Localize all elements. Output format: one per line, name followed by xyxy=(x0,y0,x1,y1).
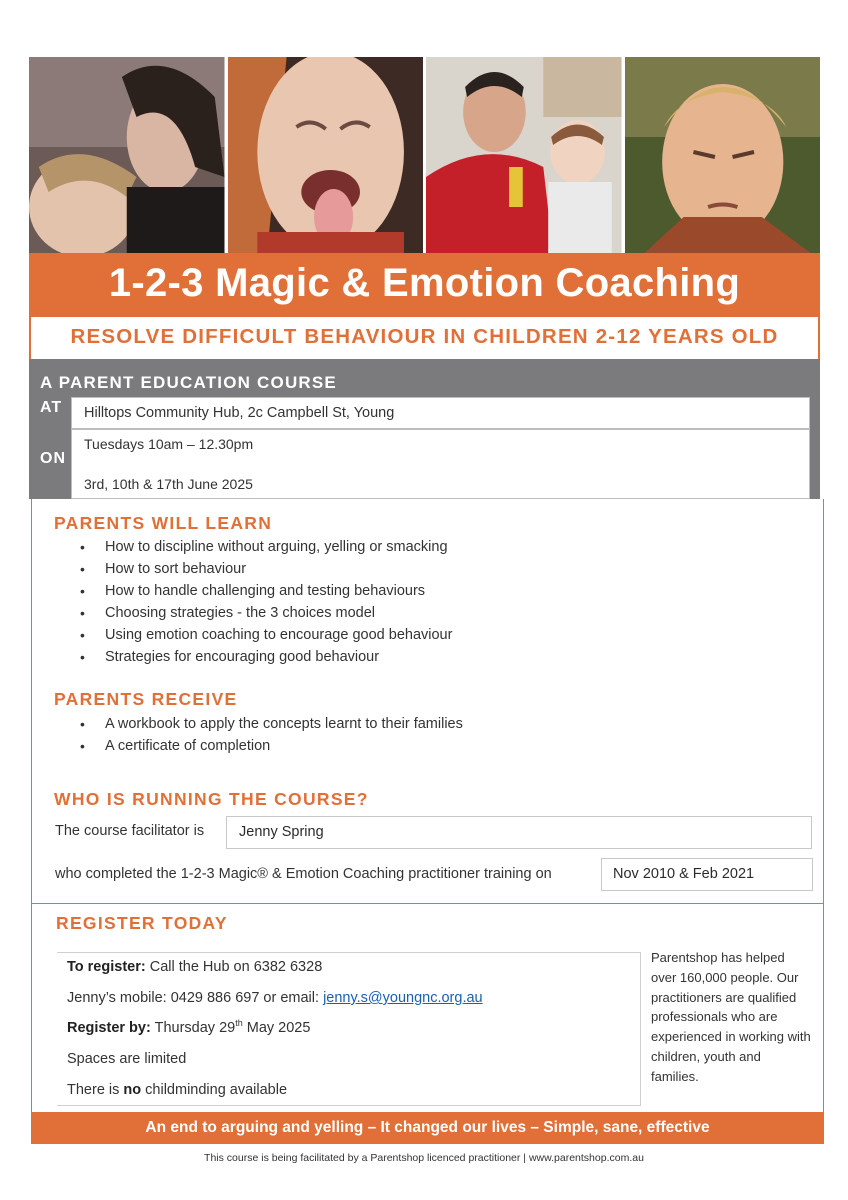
mobile-line xyxy=(67,990,483,1006)
page-subtitle: RESOLVE DIFFICULT BEHAVIOUR IN CHILDREN 2-12 YEARS OLD xyxy=(70,325,779,348)
receive-list xyxy=(80,713,463,757)
list-item: • How to handle challenging and testing behaviours xyxy=(80,580,452,602)
list-item: • A workbook to apply the concepts learnt to their families xyxy=(80,713,463,735)
course-heading: A PARENT EDUCATION COURSE xyxy=(40,373,337,392)
list-item: • How to sort behaviour xyxy=(80,558,452,580)
facilitator-label: The course facilitator is xyxy=(55,823,205,839)
session-time: Tuesdays 10am – 12.30pm xyxy=(84,436,254,452)
learn-list xyxy=(80,536,452,668)
training-dates: Nov 2010 & Feb 2021 xyxy=(613,866,755,882)
mobile-text: Jenny’s mobile: 0429 886 697 or email: xyxy=(67,990,320,1006)
learn-heading: PARENTS WILL LEARN xyxy=(54,513,273,533)
to-register-text: Call the Hub on 6382 6328 xyxy=(149,959,323,975)
email-link[interactable]: jenny.s@youngnc.org.au xyxy=(323,990,483,1006)
photo-father-with-toddler xyxy=(426,57,622,253)
training-label: who completed the 1-2-3 Magic® & Emotion Coaching practitioner training on xyxy=(55,866,552,882)
register-by-sup: th xyxy=(235,1018,243,1029)
register-by-label: Register by: xyxy=(67,1020,151,1036)
childminding-line xyxy=(67,1082,287,1098)
list-item: • Choosing strategies - the 3 choices model xyxy=(80,602,452,624)
photo-mother-hugging-child xyxy=(29,57,225,253)
parentshop-note: Parentshop has helped over 160,000 people. Our practitioners are qualified professionals who are experienced in working with children, youth and families. xyxy=(651,950,811,1084)
childminding-bold: no xyxy=(123,1082,142,1098)
photo-girl-tongue-out xyxy=(228,57,424,253)
photo-boy-frowning xyxy=(625,57,821,253)
facilitator-box xyxy=(226,816,812,849)
venue-box xyxy=(71,397,810,429)
tagline-band xyxy=(31,1112,824,1144)
training-dates-box xyxy=(601,858,813,891)
date-box xyxy=(71,429,810,499)
course-details-panel xyxy=(29,359,820,499)
on-label: ON xyxy=(40,450,66,467)
facilitator-name: Jenny Spring xyxy=(239,824,324,840)
venue-text: Hilltops Community Hub, 2c Campbell St, Young xyxy=(84,405,395,421)
session-dates: 3rd, 10th & 17th June 2025 xyxy=(84,476,253,492)
page-title: 1-2-3 Magic & Emotion Coaching xyxy=(108,261,741,305)
subtitle-box xyxy=(29,317,820,359)
to-register-line xyxy=(67,959,322,975)
register-by-line xyxy=(67,1020,310,1036)
at-label: AT xyxy=(40,399,63,416)
childminding-pre: There is xyxy=(67,1082,120,1098)
title-band xyxy=(29,253,820,317)
to-register-label: To register: xyxy=(67,959,146,975)
receive-heading: PARENTS RECEIVE xyxy=(54,689,238,709)
running-heading: WHO IS RUNNING THE COURSE? xyxy=(54,789,369,809)
spaces-line: Spaces are limited xyxy=(67,1051,187,1067)
register-heading: REGISTER TODAY xyxy=(56,913,228,933)
register-by-day: Thursday 29 xyxy=(154,1020,236,1036)
list-item: • Using emotion coaching to encourage good behaviour xyxy=(80,624,452,646)
list-item: • A certificate of completion xyxy=(80,735,463,757)
list-item: • How to discipline without arguing, yelling or smacking xyxy=(80,536,452,558)
tagline: An end to arguing and yelling – It changed our lives – Simple, sane, effective xyxy=(145,1119,710,1136)
photo-strip xyxy=(29,57,820,253)
credit-line: This course is being facilitated by a Parentshop licenced practitioner | www.parentshop.com.au xyxy=(204,1152,644,1164)
childminding-post: childminding available xyxy=(145,1082,288,1098)
list-item: • Strategies for encouraging good behaviour xyxy=(80,646,452,668)
register-by-rest: May 2025 xyxy=(246,1020,311,1036)
